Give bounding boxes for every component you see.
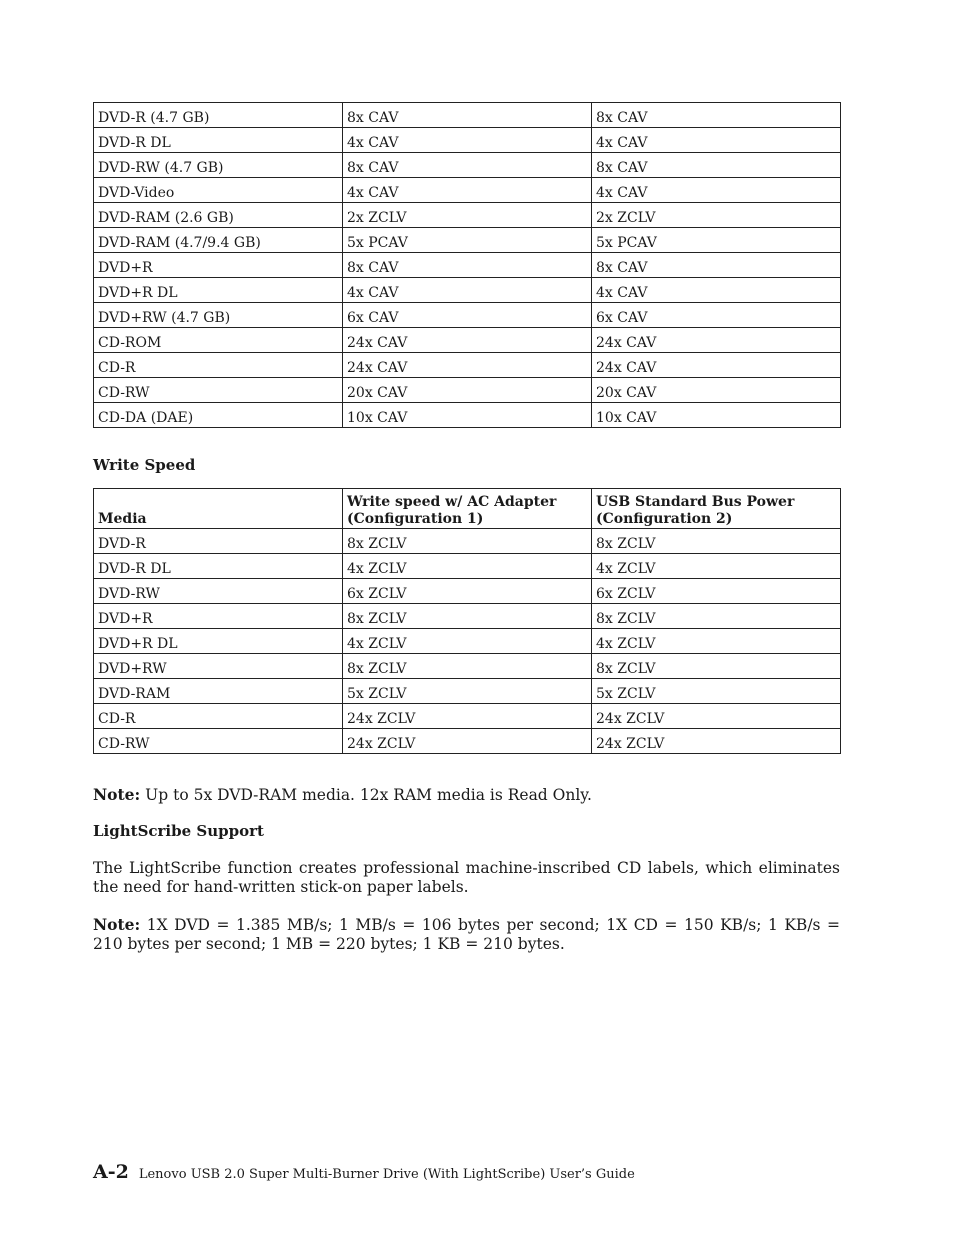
table-row <box>94 253 841 278</box>
speed-cell: 6x ZCLV <box>343 579 592 604</box>
table-row <box>94 729 841 754</box>
table-row <box>94 353 841 378</box>
table-row <box>94 278 841 303</box>
speed-cell: 10x CAV <box>592 403 841 428</box>
speed-cell: 10x CAV <box>343 403 592 428</box>
table-row <box>94 654 841 679</box>
write-speed-table <box>93 488 841 754</box>
write-speed-heading: Write Speed <box>93 456 196 474</box>
media-cell: CD-DA (DAE) <box>94 403 343 428</box>
speed-cell: 20x CAV <box>343 378 592 403</box>
speed-cell: 24x ZCLV <box>343 704 592 729</box>
speed-cell: 24x ZCLV <box>592 729 841 754</box>
speed-cell: 2x ZCLV <box>343 203 592 228</box>
media-cell: DVD-RAM (4.7/9.4 GB) <box>94 228 343 253</box>
table-row <box>94 128 841 153</box>
speed-cell: 2x ZCLV <box>592 203 841 228</box>
media-cell: DVD+RW <box>94 654 343 679</box>
speed-cell: 8x CAV <box>343 103 592 128</box>
page-number: A-2 <box>93 1161 129 1183</box>
lightscribe-paragraph: The LightScribe function creates professional machine-inscribed CD labels, which eliminates the need for hand-written stick-on paper labels. <box>93 859 840 896</box>
table-row <box>94 554 841 579</box>
table-row <box>94 529 841 554</box>
table-row <box>94 178 841 203</box>
speed-cell: 24x CAV <box>343 353 592 378</box>
table-row <box>94 403 841 428</box>
note-units <box>93 915 840 954</box>
media-cell: CD-R <box>94 353 343 378</box>
media-cell: DVD-Video <box>94 178 343 203</box>
table-header-row <box>94 489 841 529</box>
speed-cell: 8x CAV <box>343 253 592 278</box>
column-header-ac-adapter: Write speed w/ AC Adapter (Configuration 1) <box>343 489 592 529</box>
media-cell: DVD-R DL <box>94 554 343 579</box>
speed-cell: 8x CAV <box>592 253 841 278</box>
speed-cell: 20x CAV <box>592 378 841 403</box>
table-row <box>94 303 841 328</box>
note-label: Note: <box>93 915 141 934</box>
media-cell: DVD+R <box>94 253 343 278</box>
speed-cell: 8x ZCLV <box>343 529 592 554</box>
speed-cell: 24x CAV <box>343 328 592 353</box>
speed-cell: 5x PCAV <box>592 228 841 253</box>
speed-cell: 8x CAV <box>592 103 841 128</box>
page-footer <box>93 1161 635 1183</box>
speed-cell: 5x ZCLV <box>592 679 841 704</box>
speed-cell: 4x ZCLV <box>343 629 592 654</box>
media-cell: DVD-R <box>94 529 343 554</box>
speed-cell: 4x ZCLV <box>343 554 592 579</box>
table-row <box>94 679 841 704</box>
table-row <box>94 629 841 654</box>
speed-cell: 24x ZCLV <box>343 729 592 754</box>
speed-cell: 8x CAV <box>343 153 592 178</box>
table-row <box>94 228 841 253</box>
speed-cell: 6x CAV <box>592 303 841 328</box>
speed-cell: 4x CAV <box>343 178 592 203</box>
speed-cell: 6x ZCLV <box>592 579 841 604</box>
speed-cell: 24x ZCLV <box>592 704 841 729</box>
media-cell: DVD-RAM (2.6 GB) <box>94 203 343 228</box>
speed-cell: 8x ZCLV <box>592 604 841 629</box>
table-row <box>94 328 841 353</box>
speed-cell: 8x ZCLV <box>592 529 841 554</box>
footer-title: Lenovo USB 2.0 Super Multi-Burner Drive (With LightScribe) User’s Guide <box>138 1167 635 1182</box>
table-row <box>94 103 841 128</box>
speed-cell: 4x CAV <box>592 178 841 203</box>
speed-cell: 4x ZCLV <box>592 554 841 579</box>
media-cell: DVD+R DL <box>94 278 343 303</box>
table-row <box>94 604 841 629</box>
media-cell: DVD-R DL <box>94 128 343 153</box>
note-dvd-ram <box>93 785 840 805</box>
media-cell: DVD+RW (4.7 GB) <box>94 303 343 328</box>
speed-cell: 5x ZCLV <box>343 679 592 704</box>
speed-cell: 8x ZCLV <box>592 654 841 679</box>
table-row <box>94 153 841 178</box>
media-cell: CD-ROM <box>94 328 343 353</box>
speed-cell: 4x ZCLV <box>592 629 841 654</box>
media-cell: DVD-R (4.7 GB) <box>94 103 343 128</box>
speed-cell: 8x ZCLV <box>343 654 592 679</box>
lightscribe-heading: LightScribe Support <box>93 822 264 840</box>
media-cell: DVD+R DL <box>94 629 343 654</box>
table-row <box>94 378 841 403</box>
speed-cell: 24x CAV <box>592 328 841 353</box>
media-cell: DVD+R <box>94 604 343 629</box>
media-cell: CD-RW <box>94 729 343 754</box>
speed-cell: 4x CAV <box>343 278 592 303</box>
note-label: Note: <box>93 785 141 804</box>
speed-cell: 8x ZCLV <box>343 604 592 629</box>
speed-cell: 4x CAV <box>592 278 841 303</box>
column-header-bus-power: USB Standard Bus Power (Configuration 2) <box>592 489 841 529</box>
speed-cell: 6x CAV <box>343 303 592 328</box>
read-speed-table <box>93 102 841 428</box>
table-row <box>94 579 841 604</box>
media-cell: DVD-RW (4.7 GB) <box>94 153 343 178</box>
table-row <box>94 203 841 228</box>
note-text: 1X DVD = 1.385 MB/s; 1 MB/s = 106 bytes per second; 1X CD = 150 KB/s; 1 KB/s = 210 bytes per second; 1 MB = 220 bytes; 1 KB = 210 bytes. <box>93 916 840 953</box>
speed-cell: 4x CAV <box>343 128 592 153</box>
media-cell: CD-R <box>94 704 343 729</box>
media-cell: CD-RW <box>94 378 343 403</box>
table-row <box>94 704 841 729</box>
media-cell: DVD-RW <box>94 579 343 604</box>
column-header-media: Media <box>94 489 343 529</box>
media-cell: DVD-RAM <box>94 679 343 704</box>
speed-cell: 24x CAV <box>592 353 841 378</box>
note-text: Up to 5x DVD-RAM media. 12x RAM media is Read Only. <box>140 786 592 804</box>
speed-cell: 4x CAV <box>592 128 841 153</box>
speed-cell: 8x CAV <box>592 153 841 178</box>
speed-cell: 5x PCAV <box>343 228 592 253</box>
